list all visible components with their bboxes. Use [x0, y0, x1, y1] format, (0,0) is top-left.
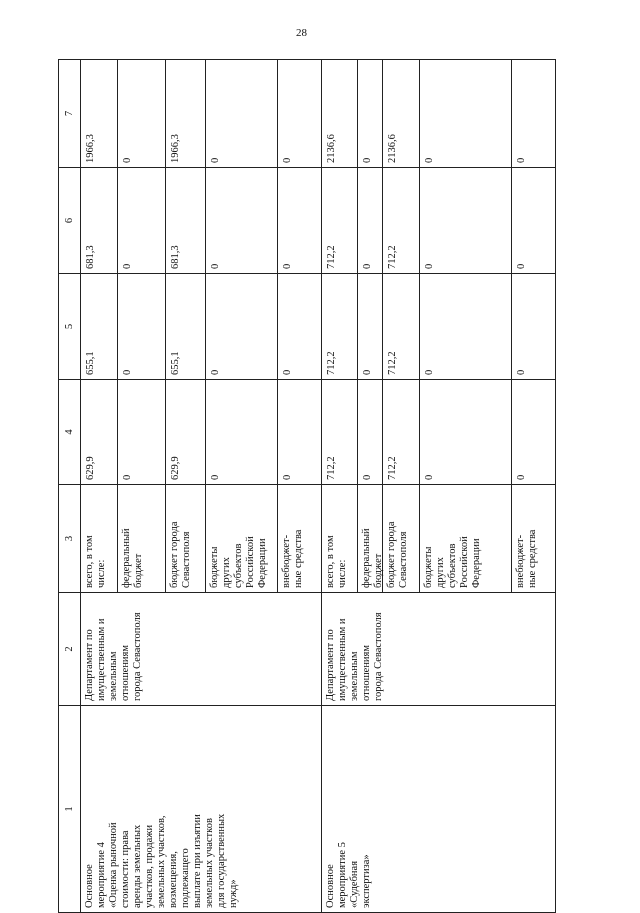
- value-cell: [358, 60, 383, 168]
- funding-source: внебюджет- ные средства: [515, 529, 538, 588]
- amount-value: 0: [516, 369, 527, 375]
- value-cell: [383, 168, 420, 274]
- value-cell: [512, 274, 556, 380]
- funding-source: внебюджет- ные средства: [281, 529, 304, 588]
- column-header: 4: [59, 380, 81, 485]
- funding-source-cell: [512, 485, 556, 593]
- amount-value: 2136,6: [326, 134, 337, 163]
- value-cell: [278, 60, 322, 168]
- value-cell: [118, 60, 166, 168]
- amount-value: 1966,3: [170, 134, 181, 163]
- amount-value: 712,2: [387, 456, 398, 480]
- value-cell: [206, 168, 278, 274]
- value-cell: [118, 380, 166, 485]
- column-header: 5: [59, 274, 81, 380]
- amount-value: 0: [122, 157, 133, 163]
- value-cell: [358, 380, 383, 485]
- amount-value: 0: [362, 157, 373, 163]
- amount-value: 0: [516, 474, 527, 480]
- value-cell: [278, 274, 322, 380]
- funding-source: бюджеты других субъектов Российской Федерации: [209, 536, 268, 588]
- event-name-cell: [81, 706, 322, 913]
- value-cell: [383, 274, 420, 380]
- amount-value: 0: [424, 263, 435, 269]
- amount-value: 0: [282, 369, 293, 375]
- value-cell: [383, 380, 420, 485]
- amount-value: 0: [210, 263, 221, 269]
- funding-source: всего, в том числе:: [325, 535, 348, 588]
- amount-value: 0: [122, 474, 133, 480]
- value-cell: [206, 60, 278, 168]
- amount-value: 655,1: [85, 351, 96, 375]
- amount-value: 0: [282, 157, 293, 163]
- value-cell: [278, 380, 322, 485]
- event-name: Основное мероприятие 5 «Судебная экспертиза»: [325, 842, 372, 908]
- executor-cell: [81, 593, 322, 706]
- value-cell: [512, 380, 556, 485]
- funding-source: бюджет города Севастополя: [386, 521, 409, 588]
- value-cell: [118, 274, 166, 380]
- executor-cell: [322, 593, 556, 706]
- page-number: 28: [296, 27, 307, 39]
- amount-value: 0: [516, 263, 527, 269]
- amount-value: 0: [282, 263, 293, 269]
- value-cell: [81, 168, 118, 274]
- amount-value: 712,2: [326, 245, 337, 269]
- amount-value: 0: [210, 474, 221, 480]
- funding-source: всего, в том числе:: [84, 535, 107, 588]
- funding-source-cell: [278, 485, 322, 593]
- value-cell: [278, 168, 322, 274]
- amount-value: 0: [424, 369, 435, 375]
- column-header: 6: [59, 168, 81, 274]
- amount-value: 655,1: [170, 351, 181, 375]
- funding-source-cell: [420, 485, 512, 593]
- value-cell: [81, 380, 118, 485]
- value-cell: [358, 168, 383, 274]
- value-cell: [420, 274, 512, 380]
- amount-value: 0: [362, 369, 373, 375]
- amount-value: 0: [210, 369, 221, 375]
- amount-value: 0: [516, 157, 527, 163]
- value-cell: [81, 60, 118, 168]
- value-cell: [166, 274, 206, 380]
- amount-value: 2136,6: [387, 134, 398, 163]
- amount-value: 0: [122, 369, 133, 375]
- value-cell: [322, 60, 358, 168]
- amount-value: 0: [362, 474, 373, 480]
- funding-source-cell: [206, 485, 278, 593]
- executor-name: Департамент по имущественным и земельным отношениям города Севастополя: [84, 612, 143, 701]
- value-cell: [420, 60, 512, 168]
- value-cell: [166, 380, 206, 485]
- column-header: 2: [59, 593, 81, 706]
- table-row: [59, 593, 556, 706]
- funding-source: бюджет города Севастополя: [169, 521, 192, 588]
- event-name: Основное мероприятие 4 «Оценка рыночной стоимости: права аренды земельных участков, продажи земельных участков, возмещения, подлежащего выплате при изъятии земельных участков для государственных нужд»: [84, 813, 239, 908]
- funding-source: федеральный бюджет: [361, 528, 384, 588]
- value-cell: [81, 274, 118, 380]
- funding-source-cell: [322, 485, 358, 593]
- value-cell: [512, 168, 556, 274]
- amount-value: 629,9: [170, 456, 181, 480]
- funding-source-cell: [383, 485, 420, 593]
- amount-value: 0: [122, 263, 133, 269]
- value-cell: [322, 380, 358, 485]
- value-cell: [118, 168, 166, 274]
- amount-value: 1966,3: [85, 134, 96, 163]
- value-cell: [322, 168, 358, 274]
- value-cell: [322, 274, 358, 380]
- column-header: 7: [59, 60, 81, 168]
- executor-name: Департамент по имущественным и земельным отношениям города Севастополя: [325, 612, 384, 701]
- value-cell: [166, 168, 206, 274]
- table-row: [59, 706, 556, 913]
- amount-value: 712,2: [326, 351, 337, 375]
- amount-value: 0: [282, 474, 293, 480]
- funding-source-cell: [118, 485, 166, 593]
- amount-value: 0: [362, 263, 373, 269]
- budget-table: [58, 59, 556, 913]
- amount-value: 0: [424, 157, 435, 163]
- value-cell: [166, 60, 206, 168]
- funding-source-cell: [81, 485, 118, 593]
- table-row: [59, 274, 556, 380]
- value-cell: [420, 168, 512, 274]
- value-cell: [383, 60, 420, 168]
- amount-value: 712,2: [387, 351, 398, 375]
- amount-value: 629,9: [85, 456, 96, 480]
- column-header: 3: [59, 485, 81, 593]
- funding-source: бюджеты других субъектов Российской Федерации: [423, 536, 482, 588]
- column-header: 1: [59, 706, 81, 913]
- value-cell: [358, 274, 383, 380]
- amount-value: 0: [210, 157, 221, 163]
- value-cell: [206, 274, 278, 380]
- table-row: [59, 485, 556, 593]
- table-row: [59, 168, 556, 274]
- amount-value: 0: [424, 474, 435, 480]
- amount-value: 681,3: [85, 245, 96, 269]
- value-cell: [512, 60, 556, 168]
- amount-value: 712,2: [326, 456, 337, 480]
- funding-source-cell: [358, 485, 383, 593]
- funding-source: федеральный бюджет: [121, 528, 144, 588]
- table-row: [59, 60, 556, 168]
- value-cell: [206, 380, 278, 485]
- value-cell: [420, 380, 512, 485]
- funding-source-cell: [166, 485, 206, 593]
- event-name-cell: [322, 706, 556, 913]
- amount-value: 712,2: [387, 245, 398, 269]
- table-row: [59, 380, 556, 485]
- amount-value: 681,3: [170, 245, 181, 269]
